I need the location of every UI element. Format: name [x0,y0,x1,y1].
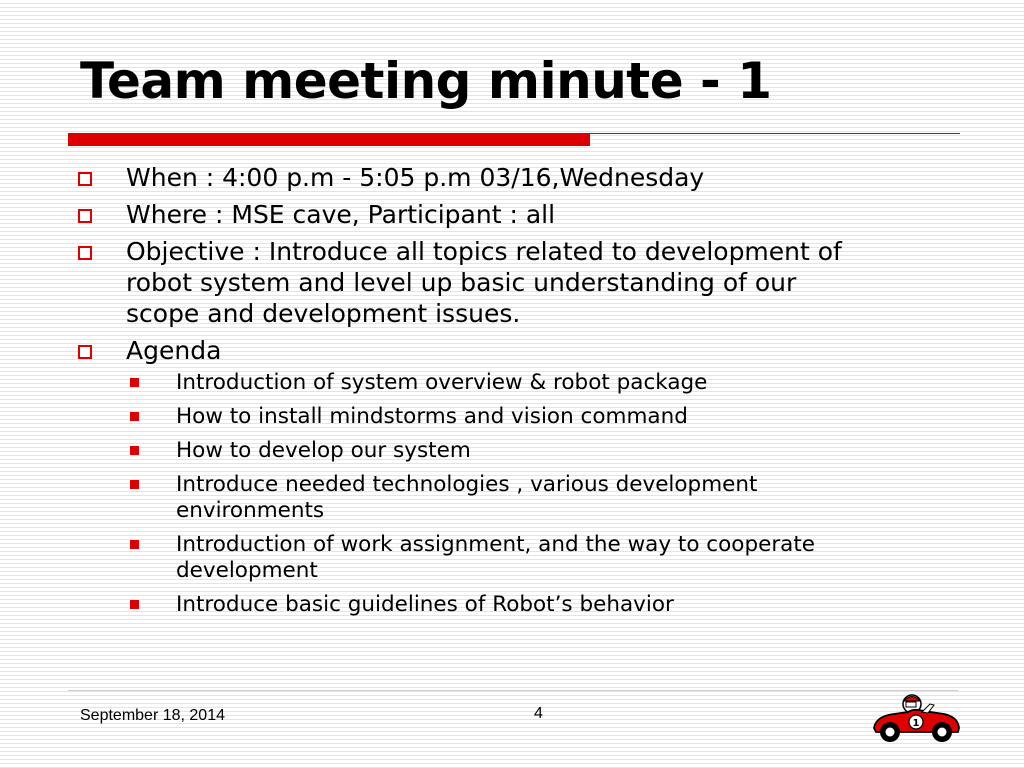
title-underline-line [590,133,960,134]
bullet-text: Where : MSE cave, Participant : all [126,200,556,229]
filled-square-bullet-icon [130,540,139,549]
bullet-text: Objective : Introduce all topics related to development of robot system and level up basic understanding of our scope and development issues. [126,237,842,328]
page-number: 4 [534,705,543,722]
slide-body [78,162,978,626]
hollow-square-bullet-icon [78,246,92,260]
bullet-objective [78,236,978,329]
agenda-item [78,472,978,524]
car-number: 1 [912,718,920,729]
agenda-item-text: Introduce needed technologies , various development environments [176,472,758,523]
filled-square-bullet-icon [130,412,139,421]
agenda-item-text: How to develop our system [176,438,471,463]
footer-date: September 18, 2014 [80,707,225,724]
agenda-item [78,438,978,464]
agenda-item-text: Introduction of system overview & robot package [176,370,708,395]
title-underline-bar [68,133,590,146]
hollow-square-bullet-icon [78,172,92,186]
filled-square-bullet-icon [130,600,139,609]
agenda-item [78,592,978,618]
bullet-agenda [78,335,978,366]
race-car-icon [868,690,964,746]
agenda-item-text: Introduce basic guidelines of Robot’s behavior [176,592,674,617]
agenda-item-text: Introduction of work assignment, and the way to cooperate development [176,532,815,583]
agenda-item [78,370,978,396]
bullet-text: Agenda [126,336,222,365]
bullet-when [78,162,978,193]
agenda-item-text: How to install mindstorms and vision command [176,404,688,429]
agenda-item [78,404,978,430]
filled-square-bullet-icon [130,446,139,455]
filled-square-bullet-icon [130,480,139,489]
agenda-item [78,532,978,584]
footer-divider [68,690,958,691]
filled-square-bullet-icon [130,378,139,387]
bullet-text: When : 4:00 p.m - 5:05 p.m 03/16,Wednesday [126,163,705,192]
slide-title: Team meeting minute - 1 [80,52,772,110]
bullet-where [78,199,978,230]
hollow-square-bullet-icon [78,209,92,223]
hollow-square-bullet-icon [78,345,92,359]
